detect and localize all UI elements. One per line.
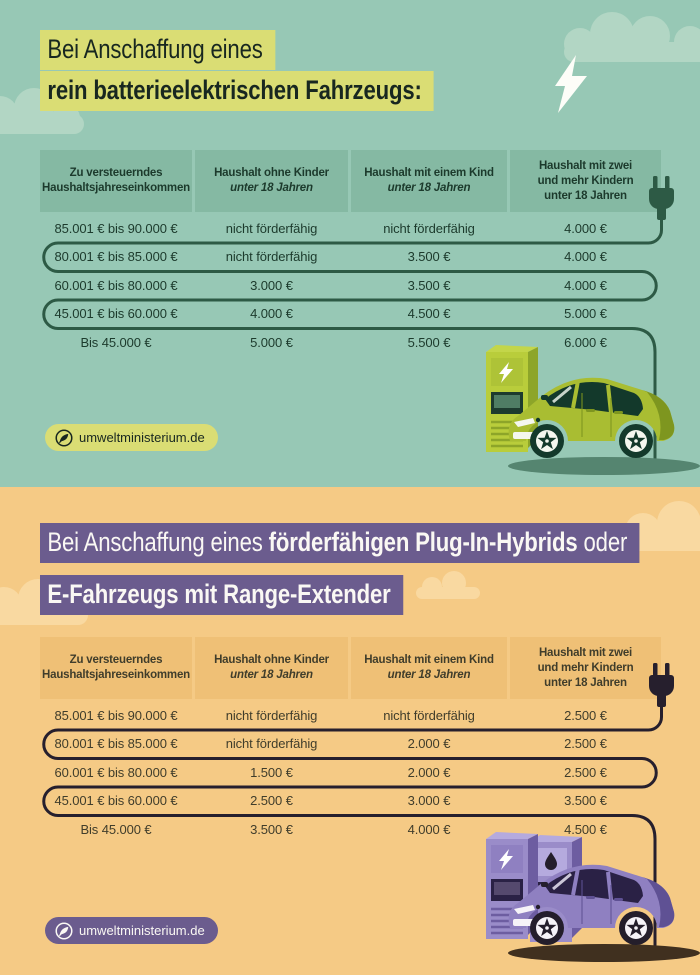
badge-label: umweltministerium.de <box>79 923 205 938</box>
column-header: Haushalt ohne Kinder unter 18 Jahren <box>195 637 348 699</box>
table-cell: 4.500 € <box>564 821 607 837</box>
wheel <box>530 911 564 945</box>
table-row <box>40 271 660 300</box>
table-cell: 3.500 € <box>407 249 451 265</box>
table-cell: 4.000 € <box>564 220 607 236</box>
title-line-1: Bei Anschaffung eines förderfähigen Plug-In-Hybrids oder <box>40 523 639 563</box>
table-cell: nicht förderfähig <box>225 249 318 265</box>
table-row <box>40 243 660 272</box>
table-cell: 3.500 € <box>407 277 451 293</box>
table-cell: Bis 45.000 € <box>80 821 152 837</box>
table-cell: nicht förderfähig <box>383 707 475 723</box>
table-cell: 3.000 € <box>407 793 451 809</box>
table-cell: 1.500 € <box>250 764 293 780</box>
lightning-bolt-icon <box>551 55 589 113</box>
column-header: Haushalt mit zwei und mehr Kindern unter 18 Jahren <box>510 637 661 699</box>
badge-umweltministerium[interactable] <box>45 424 218 451</box>
section-battery-electric <box>0 0 700 487</box>
table-row <box>40 730 660 759</box>
table-cell: 5.000 € <box>250 334 293 350</box>
table-cell: 80.001 € bis 85.000 € <box>54 736 178 752</box>
column-header: Haushalt mit zwei und mehr Kindern unter 18 Jahren <box>510 150 661 212</box>
table-cell: 85.001 € bis 90.000 € <box>54 707 178 723</box>
title-line-1: Bei Anschaffung eines <box>40 30 275 70</box>
title-line-2: rein batterieelektrischen Fahrzeugs: <box>40 71 434 111</box>
wheel <box>619 424 653 458</box>
table-row <box>40 300 660 329</box>
table-cell: 6.000 € <box>564 334 607 350</box>
table-cell: 3.000 € <box>250 277 293 293</box>
table-cell: 85.001 € bis 90.000 € <box>54 220 178 236</box>
table-cell: 4.000 € <box>407 821 451 837</box>
badge-label: umweltministerium.de <box>79 430 205 445</box>
table-cell: 45.001 € bis 60.000 € <box>54 793 178 809</box>
table-cell: nicht förderfähig <box>225 707 318 723</box>
ev-car-illustration <box>452 336 700 487</box>
wheel <box>530 424 564 458</box>
table-cell: 2.500 € <box>564 707 607 723</box>
section-title <box>40 523 700 615</box>
column-header: Haushalt mit einem Kind unter 18 Jahren <box>351 637 507 699</box>
table-cell: 2.500 € <box>564 736 607 752</box>
section-plug-in-hybrid <box>0 487 700 975</box>
table-header-row <box>40 150 660 212</box>
title-line-2: E-Fahrzeugs mit Range-Extender <box>40 575 403 615</box>
table-cell: 2.000 € <box>407 764 451 780</box>
leaf-icon <box>55 922 73 940</box>
table-cell: 45.001 € bis 60.000 € <box>54 306 178 322</box>
table-cell: nicht förderfähig <box>225 736 318 752</box>
table-cell: 3.500 € <box>250 821 293 837</box>
badge-umweltministerium[interactable] <box>45 917 218 944</box>
table-row <box>40 758 660 787</box>
column-header: Zu versteuerndes Haushaltsjahreseinkommen <box>40 150 192 212</box>
table-cell: 2.000 € <box>407 736 451 752</box>
table-cell: nicht förderfähig <box>225 220 318 236</box>
table-cell: 5.000 € <box>564 306 607 322</box>
table-row <box>40 787 660 816</box>
table-cell: 60.001 € bis 80.000 € <box>54 764 178 780</box>
table-cell: 4.000 € <box>250 306 293 322</box>
table-cell: 4.000 € <box>564 277 607 293</box>
table-cell: 4.500 € <box>407 306 451 322</box>
leaf-icon <box>55 429 73 447</box>
wheel <box>619 911 653 945</box>
hybrid-car-illustration <box>452 823 700 974</box>
cloud-decoration <box>550 8 700 62</box>
table-cell: nicht förderfähig <box>383 220 475 236</box>
table-cell: 80.001 € bis 85.000 € <box>54 249 178 265</box>
column-header: Zu versteuerndes Haushaltsjahreseinkommen <box>40 637 192 699</box>
column-header: Haushalt mit einem Kind unter 18 Jahren <box>351 150 507 212</box>
table-cell: 3.500 € <box>564 793 607 809</box>
table-cell: 2.500 € <box>564 764 607 780</box>
table-cell: Bis 45.000 € <box>80 334 152 350</box>
table-cell: 5.500 € <box>407 334 451 350</box>
table-header-row <box>40 637 660 699</box>
table-cell: 2.500 € <box>250 793 293 809</box>
table-cell: 4.000 € <box>564 249 607 265</box>
table-cell: 60.001 € bis 80.000 € <box>54 277 178 293</box>
column-header: Haushalt ohne Kinder unter 18 Jahren <box>195 150 348 212</box>
table-row <box>40 701 660 730</box>
section-title <box>40 30 520 111</box>
table-row <box>40 214 660 243</box>
